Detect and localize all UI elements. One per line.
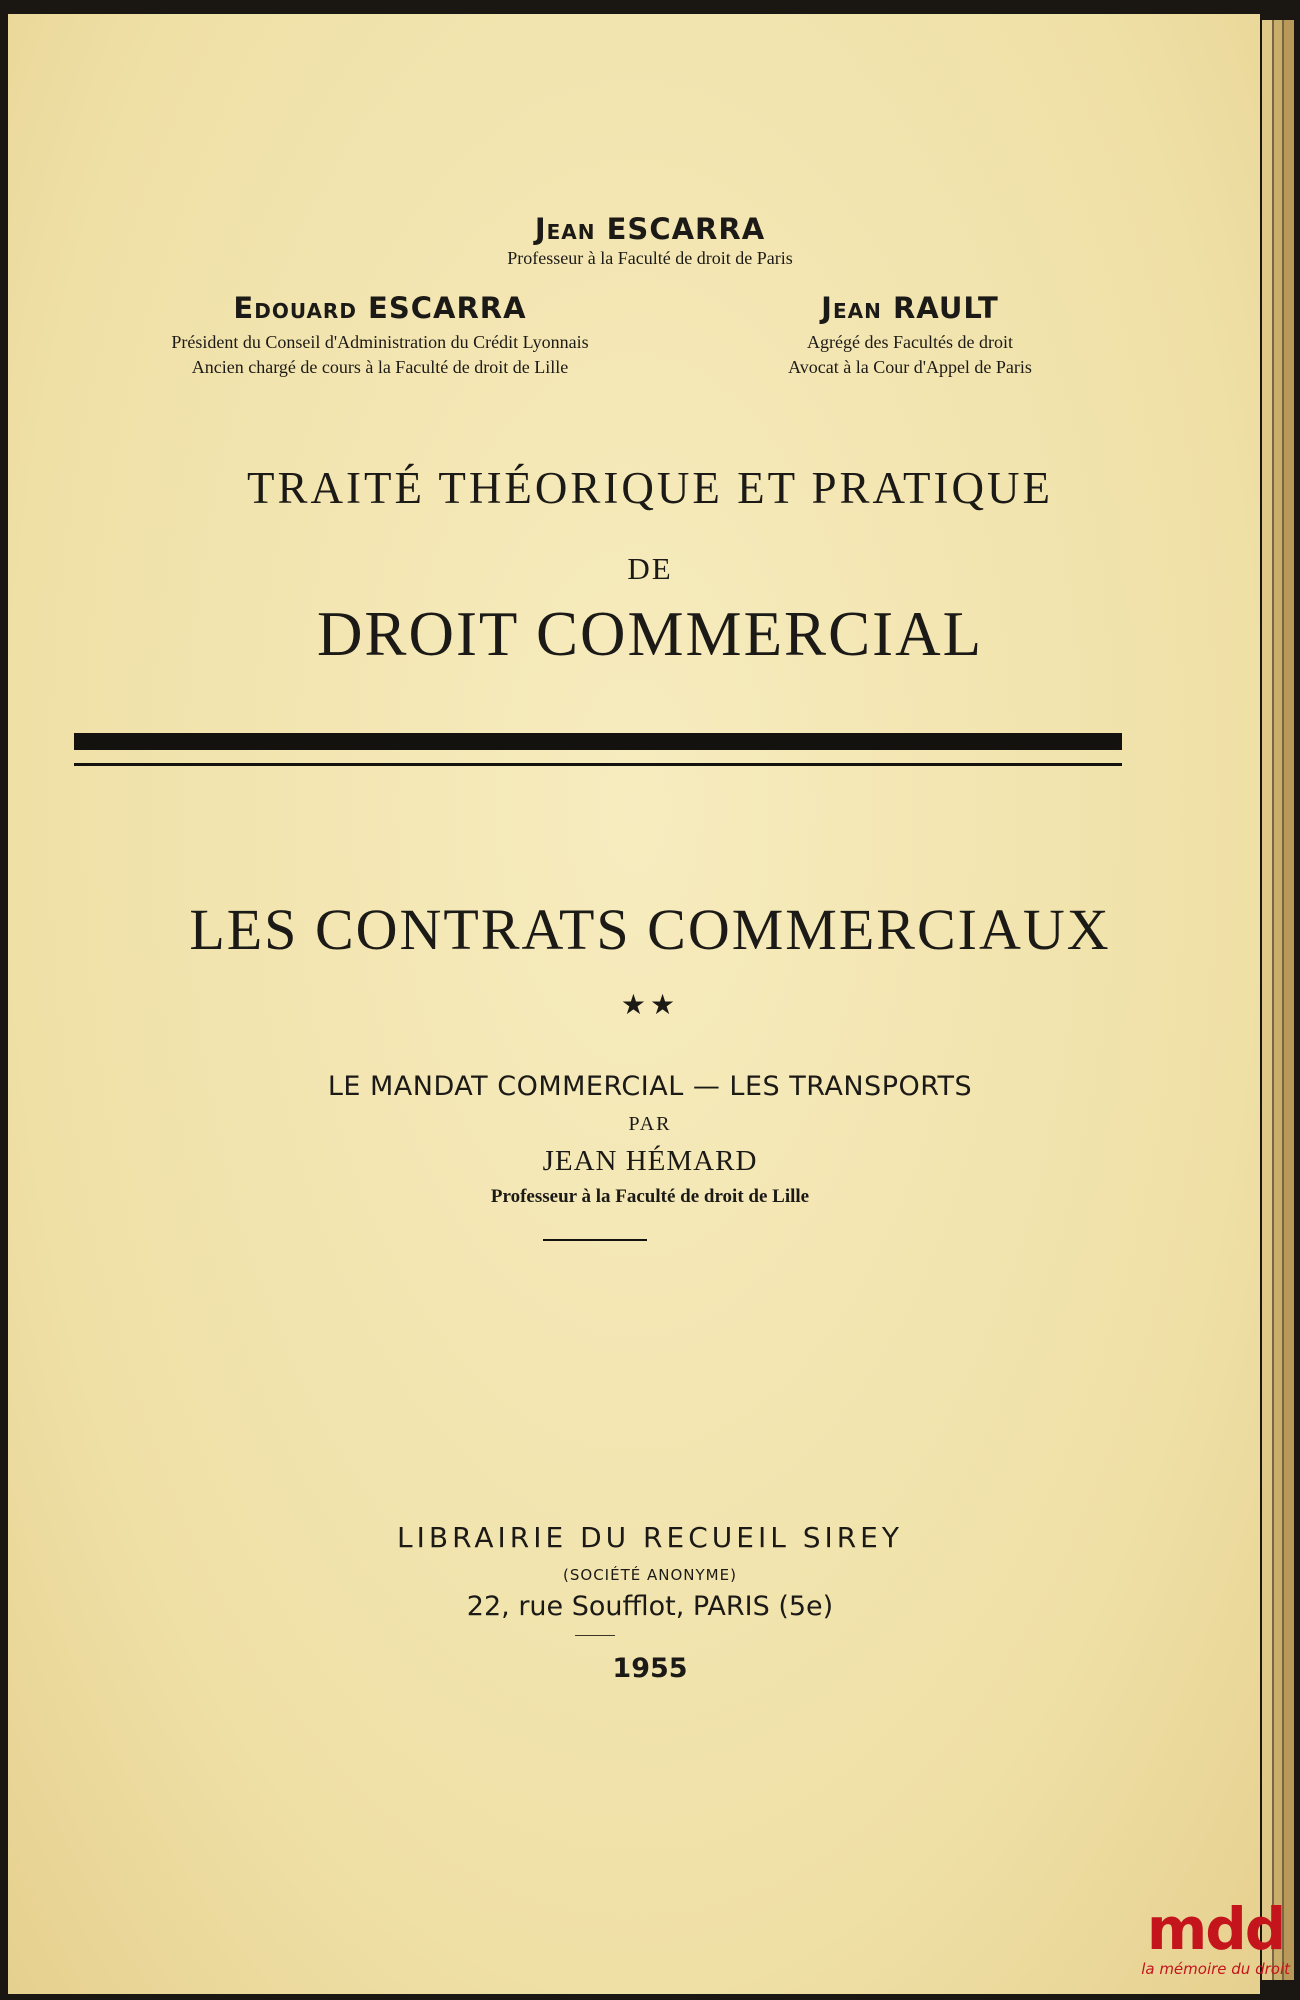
author-top-last: ESCARRA	[606, 212, 766, 246]
series-title-line1: TRAITÉ THÉORIQUE ET PRATIQUE	[246, 463, 1054, 513]
publisher-name: LIBRAIRIE DU RECUEIL SIREY	[397, 1521, 903, 1554]
volume-stars: ★★	[620, 990, 680, 1021]
volume-title: LES CONTRATS COMMERCIAUX	[189, 897, 1111, 962]
author-left-last: ESCARRA	[368, 291, 527, 325]
publisher-address: 22, rue Soufflot, PARIS (5e)	[466, 1591, 834, 1622]
publication-year: 1955	[612, 1653, 688, 1684]
author-left-first: Edouard	[233, 291, 357, 325]
series-title-line2: DE	[627, 551, 673, 586]
author-right-last: RAULT	[892, 291, 999, 325]
author-left-affiliation-1: Président du Conseil d'Administration du Crédit Lyonnais	[171, 332, 589, 352]
divider-thin	[74, 763, 1122, 766]
author-right-first: Jean	[821, 291, 882, 325]
par-label: PAR	[628, 1113, 672, 1135]
series-title-line3: DROIT COMMERCIAL	[316, 599, 984, 669]
volume-author-affiliation: Professeur à la Faculté de droit de Lille	[490, 1186, 810, 1207]
author-right	[690, 291, 1130, 380]
author-left	[40, 291, 720, 380]
mdd-logo-mark: mdd	[1146, 1895, 1285, 1963]
author-top-first: Jean	[534, 212, 596, 246]
author-right-affiliation-2: Avocat à la Cour d'Appel de Paris	[788, 357, 1032, 377]
author-right-affiliation-1: Agrégé des Facultés de droit	[807, 332, 1013, 352]
author-right-name	[690, 291, 1130, 325]
author-top-affiliation: Professeur à la Faculté de droit de Paris	[507, 248, 793, 268]
volume-author: JEAN HÉMARD	[542, 1145, 758, 1177]
author-top-name	[0, 212, 1300, 246]
mdd-logo-text: la mémoire du droit	[1141, 1960, 1290, 1978]
volume-subtitle: LE MANDAT COMMERCIAL — LES TRANSPORTS	[327, 1071, 973, 1102]
divider-thick	[74, 733, 1122, 750]
address-divider	[575, 1635, 615, 1636]
author-left-affiliation-2: Ancien chargé de cours à la Faculté de droit de Lille	[191, 357, 569, 377]
author-left-name	[40, 291, 720, 325]
short-divider	[543, 1239, 647, 1241]
publisher-type: (SOCIÉTÉ ANONYME)	[563, 1566, 737, 1584]
mdd-logo	[1141, 1895, 1290, 1978]
